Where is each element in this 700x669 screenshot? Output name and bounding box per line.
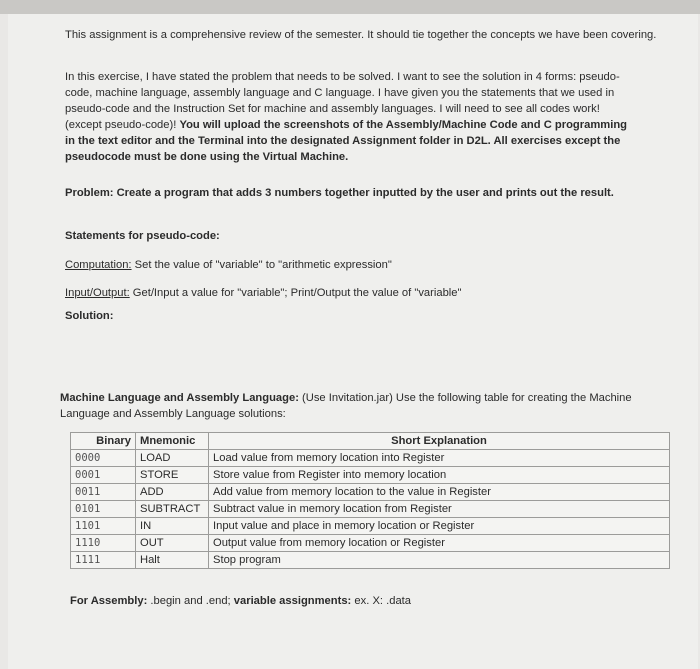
binary-cell: 1101: [71, 518, 136, 535]
binary-cell: 1110: [71, 535, 136, 552]
io-label: Input/Output:: [65, 287, 130, 299]
computation-statement: [65, 257, 392, 273]
exercise-paragraph: [65, 69, 635, 165]
assembly-directives: .begin and .end;: [150, 595, 231, 607]
computation-label: Computation:: [65, 259, 132, 271]
mnemonic-cell: IN: [136, 518, 209, 535]
header-binary: Binary: [71, 433, 136, 450]
machine-language-text: (Use Invitation.jar) Use the following table for creating the Machine Language and Assembly Language solutions:: [60, 392, 632, 420]
explanation-cell: Input value and place in memory location or Register: [209, 518, 670, 535]
assembly-label: For Assembly:: [70, 595, 148, 607]
mnemonic-cell: SUBTRACT: [136, 501, 209, 518]
explanation-cell: Output value from memory location or Register: [209, 535, 670, 552]
binary-cell: 0000: [71, 450, 136, 467]
table-row: [71, 450, 670, 467]
io-statement: [65, 285, 462, 301]
binary-cell: 0011: [71, 484, 136, 501]
explanation-cell: Store value from Register into memory location: [209, 467, 670, 484]
table-row: [71, 501, 670, 518]
intro-paragraph: This assignment is a comprehensive review of the semester. It should tie together the concepts we have been covering.: [65, 29, 657, 41]
mnemonic-cell: OUT: [136, 535, 209, 552]
solution-label: Solution:: [65, 310, 114, 322]
assembly-note: [70, 593, 411, 609]
instruction-set-table: [70, 432, 670, 569]
binary-cell: 0001: [71, 467, 136, 484]
mnemonic-cell: Halt: [136, 552, 209, 569]
table-row: [71, 467, 670, 484]
table-row: [71, 535, 670, 552]
assembly-example: ex. X: .data: [354, 595, 411, 607]
header-mnemonic: Mnemonic: [136, 433, 209, 450]
binary-cell: 1111: [71, 552, 136, 569]
statements-heading: Statements for pseudo-code:: [65, 230, 220, 242]
explanation-cell: Subtract value in memory location from Register: [209, 501, 670, 518]
binary-cell: 0101: [71, 501, 136, 518]
io-text: Get/Input a value for "variable"; Print/Output the value of "variable": [132, 287, 462, 299]
mnemonic-cell: STORE: [136, 467, 209, 484]
explanation-cell: Load value from memory location into Register: [209, 450, 670, 467]
computation-text: Set the value of "variable" to "arithmetic expression": [134, 259, 392, 271]
assembly-variable-label: variable assignments:: [233, 595, 352, 607]
mnemonic-cell: ADD: [136, 484, 209, 501]
table-row: [71, 518, 670, 535]
top-bar: [0, 0, 700, 14]
table-header-row: [71, 433, 670, 450]
explanation-cell: Stop program: [209, 552, 670, 569]
table-row: [71, 484, 670, 501]
exercise-upload-instructions: You will upload the screenshots of the Assembly/Machine Code and C programming in the text editor and the Terminal into the designated Assignment folder in D2L. All exercises except the pseudocode must be done using the Virtual Machine.: [65, 119, 628, 163]
document-page: [8, 14, 698, 669]
header-explanation: Short Explanation: [209, 433, 670, 450]
table-row: [71, 552, 670, 569]
machine-language-label: Machine Language and Assembly Language:: [60, 392, 299, 404]
machine-language-paragraph: [60, 390, 640, 422]
mnemonic-cell: LOAD: [136, 450, 209, 467]
problem-statement: Problem: Create a program that adds 3 numbers together inputted by the user and prints out the result.: [65, 187, 614, 199]
exercise-text: In this exercise, I have stated the problem that needs to be solved. I want to see the solution in 4 forms: pseudo-code, machine language, assembly language and C language. I have given you the statements that we used in pseudo-code and the Instruction Set for machine and assembly languages. I will need to see all codes work! (except pseudo-code)!: [65, 71, 620, 131]
explanation-cell: Add value from memory location to the value in Register: [209, 484, 670, 501]
